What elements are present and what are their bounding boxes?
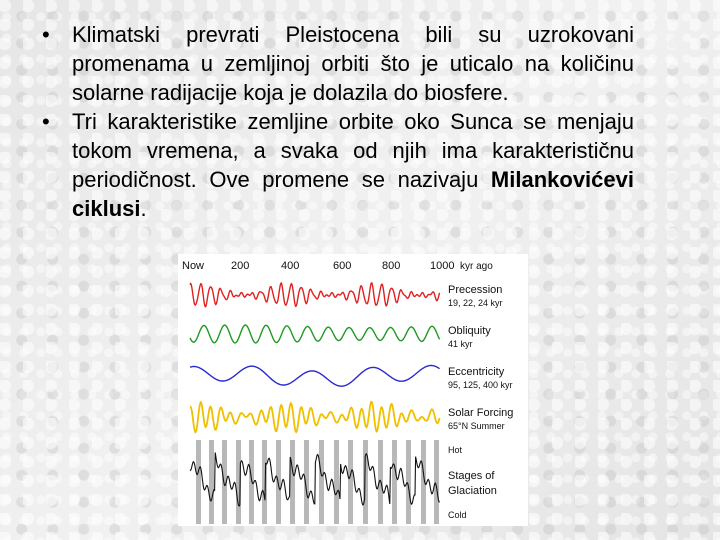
bullet-text-2-end: . (140, 196, 147, 221)
label-precession: Precession (448, 284, 503, 296)
time-axis-unit: kyr ago (460, 261, 493, 272)
time-tick-1000: 1000 (430, 260, 455, 272)
bullet-item-1 (42, 20, 634, 107)
glaciation-band (392, 440, 397, 524)
glaciation-band (209, 440, 214, 524)
glaciation-band (196, 440, 201, 524)
label-stages-line1: Stages of (448, 470, 495, 482)
glaciation-band (348, 440, 353, 524)
curve-obliquity (190, 325, 440, 343)
time-tick-600: 600 (333, 260, 352, 272)
label-stages-line2: Glaciation (448, 485, 497, 497)
label-solar-forcing: Solar Forcing (448, 407, 514, 419)
slide-text (42, 20, 634, 223)
label-hot: Hot (448, 445, 463, 455)
label-cold: Cold (448, 510, 467, 520)
label-obliquity-period: 41 kyr (448, 339, 473, 349)
glaciation-band (304, 440, 309, 524)
glaciation-band (334, 440, 339, 524)
series-curves (190, 283, 440, 506)
milankovitch-figure-graphic (178, 254, 528, 526)
glaciation-band (434, 440, 439, 524)
glaciation-band (249, 440, 254, 524)
glaciation-band (421, 440, 426, 524)
series-labels (448, 284, 513, 520)
glaciation-band (406, 440, 411, 524)
time-axis (182, 260, 493, 272)
milankovic-cycles-term: Milankovićevi ciklusi (72, 167, 634, 221)
time-tick-200: 200 (231, 260, 250, 272)
glaciation-band (319, 440, 324, 524)
bullet-text-1: Klimatski prevrati Pleistocena bili su uzrokovani promenama u zemljinoj orbiti što je uticalo na količinu solarne radijacije koja je dolazila do biosfere. (72, 22, 634, 105)
label-solar-forcing-detail: 65°N Summer (448, 421, 505, 431)
curve-eccentricity (190, 366, 440, 387)
time-tick-800: 800 (382, 260, 401, 272)
time-tick-now: Now (182, 260, 205, 272)
label-obliquity: Obliquity (448, 325, 491, 337)
curve-stages-of-glaciation (190, 453, 440, 507)
curve-solar-forcing (190, 402, 440, 432)
bullet-text-2 (72, 107, 634, 223)
glaciation-bands (196, 440, 439, 524)
bullet-dot: • (42, 22, 50, 47)
curve-precession (190, 283, 440, 307)
bullet-text-2-start: Tri karakteristike zemljine orbite oko Sunca se menjaju tokom vremena, a svaka od njih ima karakterističnu periodičnost. Ove promene se nazivaju (72, 109, 634, 192)
glaciation-band (290, 440, 295, 524)
label-eccentricity: Eccentricity (448, 366, 505, 378)
glaciation-band (363, 440, 368, 524)
label-precession-periods: 19, 22, 24 kyr (448, 298, 503, 308)
glaciation-band (262, 440, 267, 524)
time-tick-400: 400 (281, 260, 300, 272)
milankovitch-figure (178, 254, 528, 526)
bullet-dot: • (42, 109, 50, 134)
label-eccentricity-periods: 95, 125, 400 kyr (448, 380, 513, 390)
bullet-item-2 (42, 107, 634, 223)
